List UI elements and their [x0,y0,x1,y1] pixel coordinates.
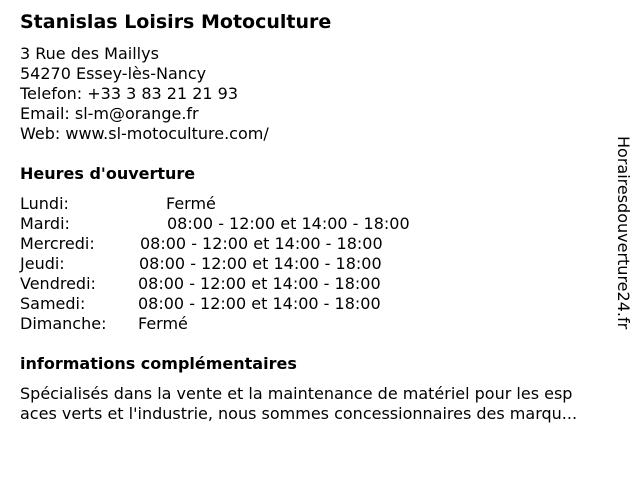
time-value: 08:00 - 12:00 et 14:00 - 18:00 [140,234,383,253]
description-line: Spécialisés dans la vente et la maintenance de matériel pour les esp [20,384,573,403]
day-label: Lundi: [20,194,69,213]
description-line: aces verts et l'industrie, nous sommes concessionnaires des marqu... [20,404,578,423]
time-value: 08:00 - 12:00 et 14:00 - 18:00 [138,274,381,293]
time-value: 08:00 - 12:00 et 14:00 - 18:00 [167,214,410,233]
time-value: Fermé [138,314,188,333]
business-name: Stanislas Loisirs Motoculture [20,11,332,33]
address-city: 54270 Essey-lès-Nancy [20,64,207,83]
watermark-text: Horairesdouverture24.fr [614,136,633,330]
day-label: Mardi: [20,214,70,233]
additional-info-text [20,384,632,424]
day-label: Mercredi: [20,234,95,253]
address-block [20,44,269,144]
phone-number[interactable]: Telefon: +33 3 83 21 21 93 [20,84,239,103]
day-label: Samedi: [20,294,86,313]
day-label: Vendredi: [20,274,96,293]
day-label: Dimanche: [20,314,107,333]
opening-hours-heading: Heures d'ouverture [20,164,196,183]
additional-info-heading: informations complémentaires [20,354,297,373]
day-label: Jeudi: [20,254,65,273]
address-street: 3 Rue des Maillys [20,44,159,63]
site-watermark [612,136,634,346]
time-value: 08:00 - 12:00 et 14:00 - 18:00 [139,254,382,273]
website-link[interactable]: Web: www.sl-motoculture.com/ [20,124,269,143]
time-value: Fermé [166,194,216,213]
time-value: 08:00 - 12:00 et 14:00 - 18:00 [138,294,381,313]
email-address[interactable]: Email: sl-m@orange.fr [20,104,199,123]
